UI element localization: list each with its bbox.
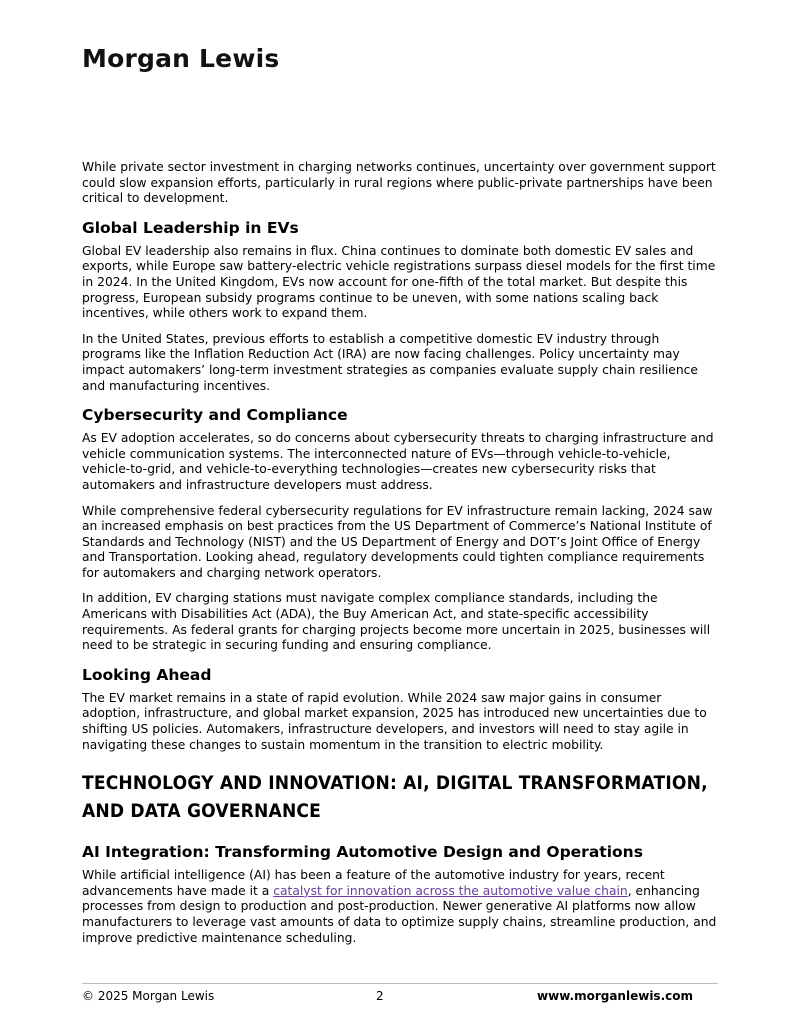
cyber-paragraph-3: In addition, EV charging stations must navigate complex compliance standards, including the Americans with Disabilities Act (ADA), the Buy American Act, and state-specific accessibility requirements. As federal grants for charging projects become more uncertain in 2025, businesses will need to be strategic in securing funding and ensuring compliance.	[82, 591, 711, 653]
footer-website[interactable]: www.morganlewis.com	[537, 989, 693, 1003]
global-paragraph-1: Global EV leadership also remains in flux. China continues to dominate both domestic EV sales and exports, while Europe saw battery-electric vehicle registrations surpass diesel models for the first time in 2024. In the United Kingdom, EVs now account for one-fifth of the total market. But despite this progress, European subsidy programs continue to be uneven, with some nations scaling back incentives, while others work to expand them.	[82, 243, 716, 321]
catalyst-link[interactable]: catalyst for innovation across the automotive value chain	[273, 883, 628, 898]
ahead-paragraph: The EV market remains in a state of rapid evolution. While 2024 saw major gains in consumer adoption, infrastructure, and global market expansion, 2025 has introduced new uncertainties due to shifting US policies. Automakers, infrastructure developers, and investors will need to stay agile in navigating these changes to sustain momentum in the transition to electric mobility.	[82, 690, 707, 752]
ai-text-end: , enhancing processes from design to production and post-production. Newer generative AI platforms now allow manufacturers to leverage vast amounts of data to optimize supply chains, streamline production, and improve predictive maintenance scheduling.	[82, 883, 717, 945]
footer-divider	[82, 983, 718, 984]
intro-paragraph: While private sector investment in charging networks continues, uncertainty over government support could slow expansion efforts, particularly in rural regions where public-private partnerships have been critical to development.	[82, 160, 716, 206]
footer-copyright: © 2025 Morgan Lewis	[82, 989, 215, 1003]
ai-text-start: While artificial intelligence (AI) has been a feature of the automotive industry for years, recent advancements have made it a	[82, 868, 665, 898]
ai-paragraph	[82, 868, 718, 946]
section-heading-technology: TECHNOLOGY AND INNOVATION: AI, DIGITAL TRANSFORMATION, AND DATA GOVERNANCE	[82, 772, 708, 823]
cyber-paragraph-2: While comprehensive federal cybersecurity regulations for EV infrastructure remain lacking, 2024 saw an increased emphasis on best practices from the US Department of Commerce’s National Institute of Standards and Technology (NIST) and the US Department of Energy and DOT’s Joint Office of Energy and Transportation. Looking ahead, regulatory developments could tighten compliance requirements for automakers and charging network operators.	[82, 503, 713, 580]
main-content	[82, 160, 718, 956]
heading-looking-ahead: Looking Ahead	[82, 665, 212, 684]
morgan-lewis-logo: Morgan Lewis	[82, 44, 280, 73]
footer-page-number: 2	[376, 989, 384, 1003]
global-paragraph-2: In the United States, previous efforts to establish a competitive domestic EV industry through programs like the Inflation Reduction Act (IRA) are now facing challenges. Policy uncertainty may impact automakers’ long-term investment strategies as companies evaluate supply chain resilience and manufacturing incentives.	[82, 331, 698, 393]
cyber-paragraph-1: As EV adoption accelerates, so do concerns about cybersecurity threats to charging infrastructure and vehicle communication systems. The interconnected nature of EVs—through vehicle-to-vehicle, vehicle-to-grid, and vehicle-to-everything technologies—creates new cybersecurity risks that automakers and infrastructure developers must address.	[82, 431, 714, 492]
heading-ai-integration: AI Integration: Transforming Automotive Design and Operations	[82, 843, 643, 862]
heading-global-leadership: Global Leadership in EVs	[82, 218, 299, 237]
heading-cybersecurity: Cybersecurity and Compliance	[82, 406, 348, 425]
